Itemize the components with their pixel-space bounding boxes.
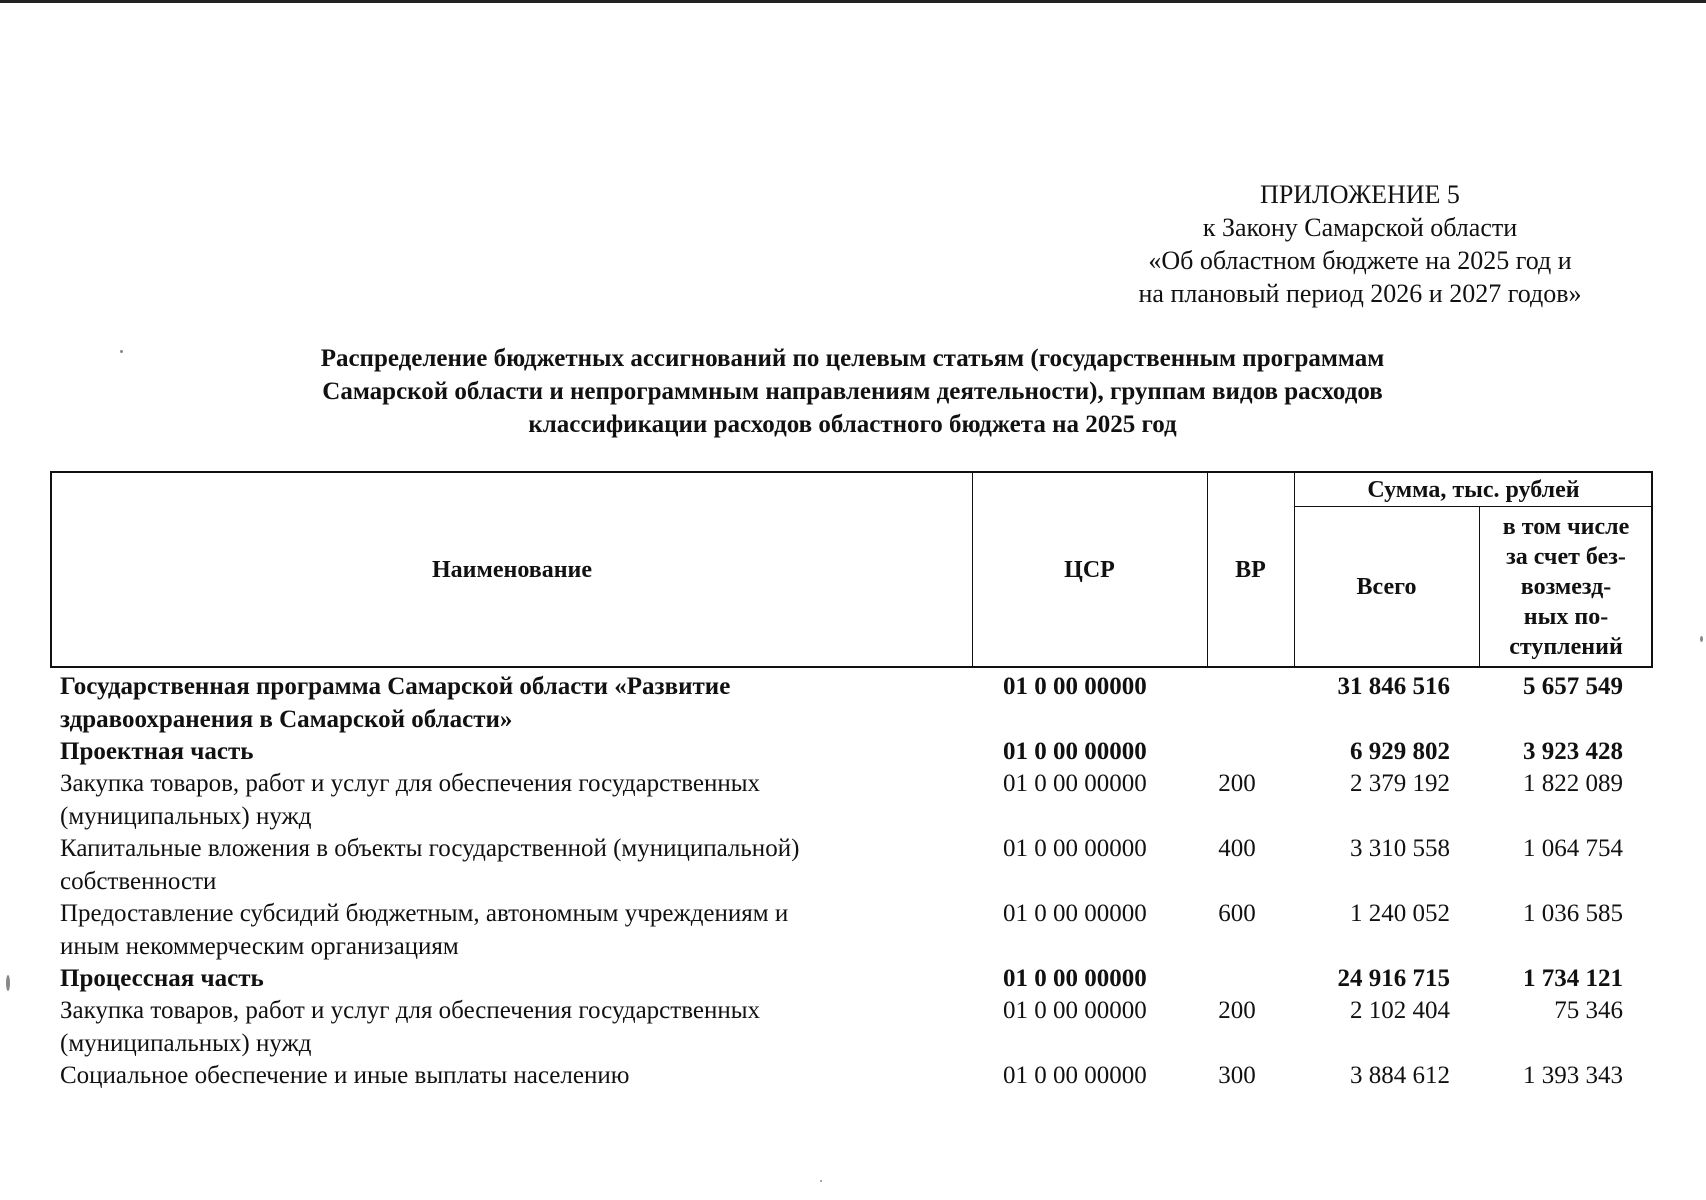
row-grants: 75 346 <box>1554 997 1623 1024</box>
row-name-line: Государственная программа Самарской области «Развитие <box>60 673 731 700</box>
row-name-line: здравоохранения в Самарской области» <box>60 706 513 733</box>
header-grants-line: за счет без- <box>1506 544 1626 570</box>
row-code: 01 0 00 00000 <box>1003 997 1147 1024</box>
row-name <box>60 670 940 736</box>
row-total: 1 240 052 <box>1350 900 1450 927</box>
row-code: 01 0 00 00000 <box>1003 900 1147 927</box>
row-name <box>60 735 940 768</box>
annex-law-title: «Об областном бюджете на 2025 год и <box>1148 246 1572 275</box>
header-grants <box>1479 512 1653 662</box>
row-name <box>60 962 940 995</box>
row-code: 01 0 00 00000 <box>1003 965 1147 992</box>
row-name-line: Закупка товаров, работ и услуг для обеспечения государственных <box>60 770 761 797</box>
header-total: Всего <box>1356 574 1417 600</box>
row-grants: 3 923 428 <box>1523 738 1623 765</box>
scan-speck <box>120 350 123 353</box>
annex-number: ПРИЛОЖЕНИЕ 5 <box>1260 180 1460 209</box>
row-name <box>60 767 940 833</box>
header-grants-line: ступлений <box>1509 634 1623 660</box>
header-sum: Сумма, тыс. рублей <box>1367 477 1580 503</box>
header-code: ЦСР <box>1064 557 1115 583</box>
annex-heading <box>1060 178 1660 310</box>
row-grants: 1 036 585 <box>1523 900 1623 927</box>
row-name-line: иным некоммерческим организациям <box>60 933 459 960</box>
row-vr: 600 <box>1218 900 1256 927</box>
row-name <box>60 897 940 963</box>
row-name-line: Капитальные вложения в объекты государственной (муниципальной) <box>60 835 800 862</box>
scan-speck <box>1700 636 1703 642</box>
row-vr: 400 <box>1218 835 1256 862</box>
title-line: классификации расходов областного бюджета на 2025 год <box>528 411 1177 438</box>
row-name <box>60 832 940 898</box>
annex-law-period: на плановый период 2026 и 2027 годов» <box>1138 279 1582 308</box>
row-name-line: (муниципальных) нужд <box>60 1030 312 1057</box>
header-name: Наименование <box>432 557 592 583</box>
scan-speck <box>820 1180 822 1182</box>
row-total: 6 929 802 <box>1350 738 1450 765</box>
row-total: 2 379 192 <box>1350 770 1450 797</box>
row-vr: 200 <box>1218 770 1256 797</box>
row-grants: 5 657 549 <box>1523 673 1623 700</box>
document-title <box>170 342 1535 441</box>
annex-law: к Закону Самарской области <box>1202 213 1518 242</box>
sum-divider <box>1294 506 1653 507</box>
row-grants: 1 393 343 <box>1523 1062 1623 1089</box>
row-name-line: Проектная часть <box>60 738 254 765</box>
row-name <box>60 994 940 1060</box>
row-total: 31 846 516 <box>1337 673 1450 700</box>
header-grants-line: в том числе <box>1502 514 1630 540</box>
row-total: 2 102 404 <box>1350 997 1450 1024</box>
row-name-line: (муниципальных) нужд <box>60 803 312 830</box>
scan-edge <box>0 0 1706 3</box>
row-code: 01 0 00 00000 <box>1003 835 1147 862</box>
scan-speck <box>6 975 10 991</box>
header-grants-line: ных по- <box>1523 604 1609 630</box>
row-vr: 200 <box>1218 997 1256 1024</box>
table-header <box>50 471 1653 668</box>
row-grants: 1 734 121 <box>1523 965 1623 992</box>
row-code: 01 0 00 00000 <box>1003 738 1147 765</box>
row-name-line: Социальное обеспечение и иные выплаты населению <box>60 1062 630 1089</box>
header-vr: ВР <box>1235 557 1266 583</box>
row-grants: 1 822 089 <box>1523 770 1623 797</box>
row-vr: 300 <box>1218 1062 1256 1089</box>
row-name-line: Предоставление субсидий бюджетным, автономным учреждениям и <box>60 900 789 927</box>
header-grants-line: возмезд- <box>1520 574 1612 600</box>
row-code: 01 0 00 00000 <box>1003 673 1147 700</box>
title-line: Самарской области и непрограммным направлениям деятельности), группам видов расходов <box>322 378 1383 405</box>
row-name <box>60 1059 940 1092</box>
row-code: 01 0 00 00000 <box>1003 770 1147 797</box>
title-line: Распределение бюджетных ассигнований по целевым статьям (государственным программам <box>320 345 1385 372</box>
row-total: 3 310 558 <box>1350 835 1450 862</box>
row-grants: 1 064 754 <box>1523 835 1623 862</box>
row-name-line: собственности <box>60 868 217 895</box>
row-total: 3 884 612 <box>1350 1062 1450 1089</box>
row-code: 01 0 00 00000 <box>1003 1062 1147 1089</box>
row-name-line: Закупка товаров, работ и услуг для обеспечения государственных <box>60 997 761 1024</box>
row-name-line: Процессная часть <box>60 965 264 992</box>
row-total: 24 916 715 <box>1337 965 1450 992</box>
